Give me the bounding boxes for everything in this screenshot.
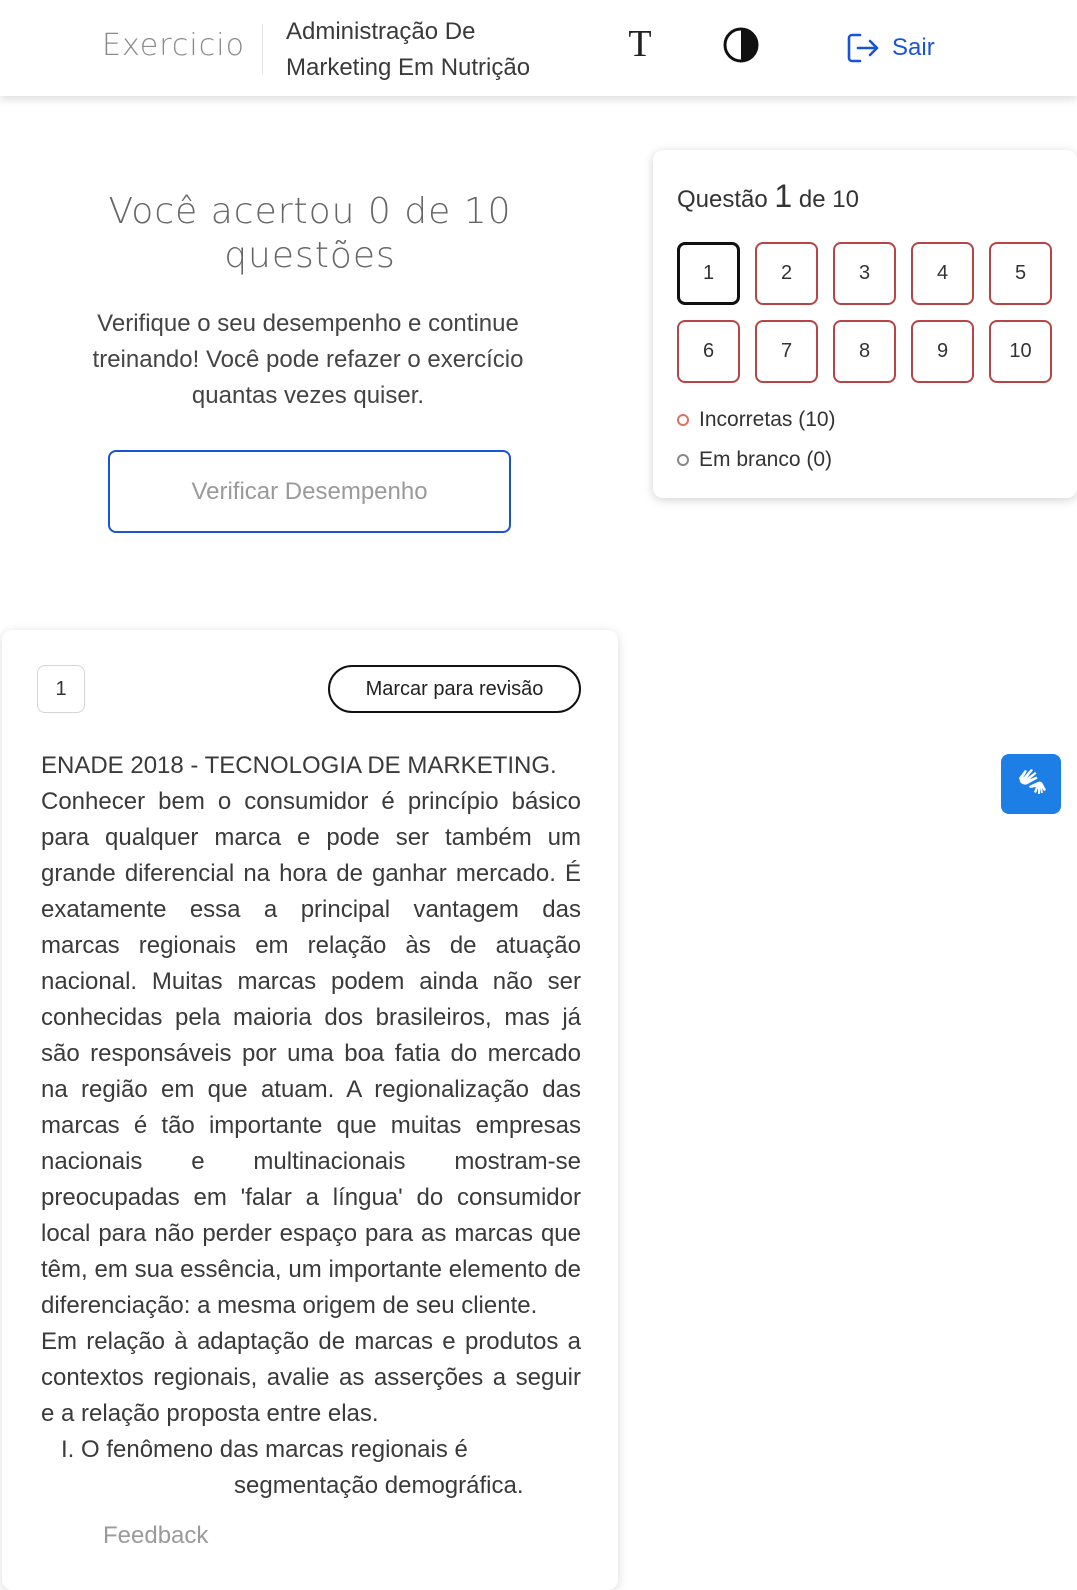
question-button-9[interactable]: 9 [911,320,974,383]
feedback-link[interactable]: Feedback [103,1522,209,1549]
navigator-title-suffix: de 10 [798,186,859,213]
question-button-3[interactable]: 3 [833,242,896,305]
question-button-1[interactable]: 1 [677,242,740,305]
navigator-title [677,178,859,215]
question-source: ENADE 2018 - TECNOLOGIA DE MARKETING. [41,752,557,779]
sign-language-icon [1011,764,1051,804]
question-button-8[interactable]: 8 [833,320,896,383]
course-name-line1: Administração De [286,18,476,45]
question-button-10[interactable]: 10 [989,320,1052,383]
legend-blank [677,448,832,472]
question-grid [677,242,1057,383]
brand-title: Exercicio [102,28,245,63]
sign-language-button[interactable] [1001,754,1061,814]
question-prompt: Em relação à adaptação de marcas e produtos a contextos regionais, avalie as asserções a seguir e a relação proposta entre elas. [41,1328,581,1427]
logout-button[interactable] [846,30,935,66]
question-button-2[interactable]: 2 [755,242,818,305]
question-button-5[interactable]: 5 [989,242,1052,305]
question-text [41,748,581,1504]
mark-for-review-button[interactable]: Marcar para revisão [328,665,581,713]
course-name [286,14,586,86]
result-title: Você acertou 0 de 10 questões [108,191,512,276]
assertion-1: I. O fenômeno das marcas regionais é [61,1436,468,1463]
logout-label: Sair [892,34,935,61]
question-button-7[interactable]: 7 [755,320,818,383]
navigator-title-prefix: Questão [677,186,768,213]
incorrect-dot-icon [677,414,689,426]
navigator-current-number: 1 [774,178,793,214]
assertion-1-continuation: segmentação demográfica. [234,1472,524,1499]
logout-icon [846,32,880,64]
question-number-badge: 1 [37,665,85,713]
font-size-icon[interactable]: T [628,23,652,65]
blank-dot-icon [677,454,689,466]
question-card [2,630,618,1590]
question-button-6[interactable]: 6 [677,320,740,383]
legend-blank-label: Em branco (0) [699,448,833,471]
header-divider [262,24,263,74]
contrast-icon[interactable] [723,27,759,63]
question-paragraph: Conhecer bem o consumidor é princípio básico para qualquer marca e pode ser também um grande diferencial na hora de ganhar mercado. É exatamente essa a principal vantagem das marcas regionais em relação às de atuação nacional. Muitas marcas podem ainda não ser conhecidas pela maioria dos brasileiros, mas já são responsáveis por uma boa fatia do mercado na região em que atuam. A regionalização das marcas é tão importante que muitas empresas nacionais e multinacionais mostram-se preocupadas em 'falar a língua' do consumidor local para não perder espaço para as marcas que têm, em sua essência, um importante elemento de diferenciação: a mesma origem de seu cliente. [41,788,581,1319]
question-navigator [653,150,1077,498]
verify-performance-button[interactable]: Verificar Desempenho [108,450,511,533]
top-header [0,0,1077,96]
legend-incorrect-label: Incorretas (10) [699,408,836,431]
result-description: Verifique o seu desempenho e continue treinando! Você pode refazer o exercício quantas vezes quiser. [92,310,524,409]
legend-incorrect [677,408,836,432]
question-button-4[interactable]: 4 [911,242,974,305]
course-name-line2: Marketing Em Nutrição [286,54,531,81]
